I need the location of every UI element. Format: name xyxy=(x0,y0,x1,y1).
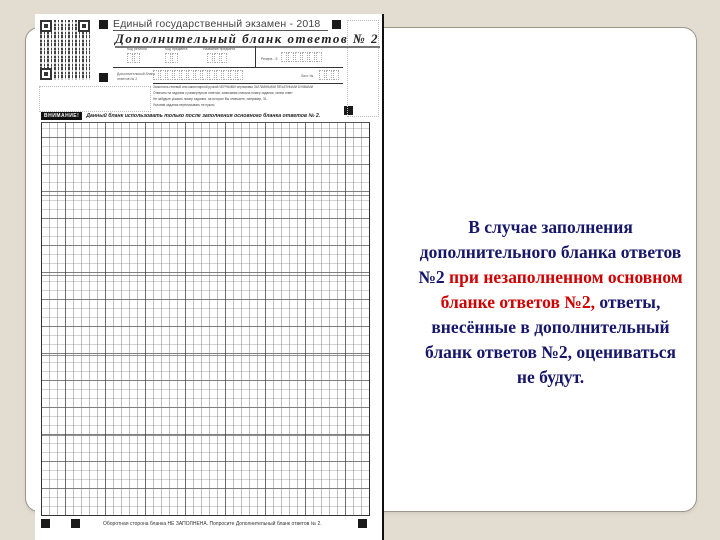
form-title: Дополнительный бланк ответов № 2 xyxy=(115,31,380,46)
answer-grid xyxy=(41,122,370,516)
message-text: В случае заполнения дополнительного бланка ответов №2 xyxy=(418,217,682,287)
warning-message xyxy=(418,215,683,390)
qr-finder-icon xyxy=(78,20,90,32)
alignment-marker xyxy=(99,73,108,82)
stamp-area xyxy=(39,86,151,112)
alignment-marker xyxy=(358,519,367,528)
subject-code-label: Код предмета xyxy=(165,47,188,51)
divider xyxy=(255,46,256,67)
qr-code xyxy=(40,20,90,80)
instruction-line: Не забудьте указать номер задания, на которое Вы отвечаете, например, 31. xyxy=(153,97,268,101)
message-highlight: при незаполненном основном бланке ответов №2, xyxy=(440,267,683,312)
instruction-line: Условия задания переписывать не нужно. xyxy=(153,103,216,107)
instruction-line: Отвечать на задания с развернутым ответом, записывая сначала номер задания, затем ответ xyxy=(153,91,293,95)
divider xyxy=(113,67,343,68)
subject-name-label: Название предмета xyxy=(203,47,236,51)
answer-form-image xyxy=(35,14,384,540)
alignment-marker xyxy=(41,519,50,528)
attention-badge: ВНИМАНИЕ! xyxy=(41,112,82,120)
form-footer-text: Оборотная сторона бланка НЕ ЗАПОЛНЕНА. Попросите Дополнительный бланк ответов № 2. xyxy=(103,521,322,527)
alignment-marker xyxy=(71,519,80,528)
region-label: Код региона xyxy=(127,47,147,51)
instruction-line: Заполнять гелевой или капиллярной ручкой ЧЕРНЫМИ чернилами ЗАГЛАВНЫМИ ПЕЧАТНЫМИ БУКВАМИ xyxy=(153,85,314,89)
region-boxes xyxy=(127,53,140,63)
alignment-marker xyxy=(99,20,108,29)
form-number-boxes xyxy=(153,70,243,80)
attention-text: Данный бланк использовать только после заполнения основного бланка ответов № 2. xyxy=(86,113,321,119)
alignment-marker xyxy=(332,20,341,29)
additional-form-label: Дополнительный бланк ответов № 2 xyxy=(117,72,155,81)
sheet-number-label: Лист № xyxy=(301,74,314,78)
attention-banner xyxy=(41,112,361,120)
subject-name-boxes xyxy=(207,53,227,63)
message-text: ответы, внесённые в дополнительный бланк ответов №2, оцениваться не будут. xyxy=(425,292,676,387)
subject-code-boxes xyxy=(165,53,178,63)
qr-finder-icon xyxy=(40,20,52,32)
sheet-number-boxes xyxy=(319,70,339,80)
reserve-boxes xyxy=(281,52,322,62)
qr-finder-icon xyxy=(40,68,52,80)
exam-header-title: Единый государственный экзамен - 2018 xyxy=(113,18,328,31)
reserve-label: Резерв - 5 xyxy=(261,57,278,61)
instructions xyxy=(153,84,368,108)
